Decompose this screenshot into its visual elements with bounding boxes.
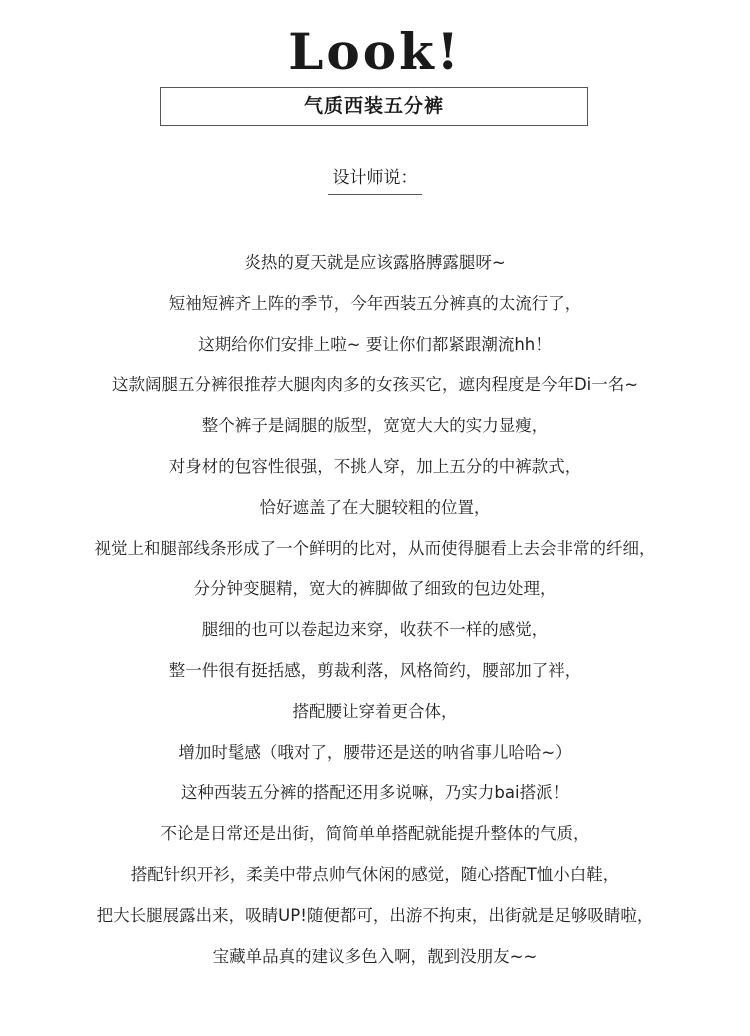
text-line: 这期给你们安排上啦~ 要让你们都紧跟潮流hh！ bbox=[198, 334, 552, 354]
text-line: 整个裤子是阔腿的版型，宽宽大大的实力显瘦， bbox=[201, 416, 549, 436]
text-line: 宝藏单品真的建议多色入啊，靓到没朋友~~ bbox=[212, 946, 538, 966]
text-line: 这种西装五分裤的搭配还用多说嘛，乃实力bai搭派！ bbox=[180, 783, 570, 803]
text-line: 分分钟变腿精，宽大的裤脚做了细致的包边处理， bbox=[193, 579, 557, 599]
product-subtitle: 气质西装五分裤 bbox=[303, 95, 444, 117]
text-line: 视觉上和腿部线条形成了一个鲜明的比对，从而使得腿看上去会非常的纤细， bbox=[94, 538, 656, 558]
text-line: 搭配针织开衫，柔美中带点帅气休闲的感觉，随心搭配T恤小白鞋， bbox=[130, 864, 620, 884]
text-line: 搭配腰让穿着更合体， bbox=[292, 701, 458, 721]
text-line: 这款阔腿五分裤很推荐大腿肉肉多的女孩买它，遮肉程度是今年Di一名~ bbox=[111, 375, 639, 395]
text-line: 增加时髦感（哦对了，腰带还是送的呐省事儿哈哈~） bbox=[178, 742, 572, 762]
section-label: 设计师说： bbox=[332, 168, 418, 188]
text-line: 恰好遮盖了在大腿较粗的位置， bbox=[259, 497, 491, 517]
text-line: 短袖短裤齐上阵的季节，今年西装五分裤真的太流行了， bbox=[168, 293, 582, 313]
text-line: 把大长腿展露出来，吸睛UP!随便都可，出游不拘束，出街就是足够吸睛啦， bbox=[96, 905, 654, 925]
text-line: 炎热的夏天就是应该露胳膊露腿呀~ bbox=[244, 253, 506, 272]
text-line: 对身材的包容性很强，不挑人穿，加上五分的中裤款式， bbox=[168, 456, 582, 476]
text-line: 腿细的也可以卷起边来穿，收获不一样的感觉， bbox=[201, 620, 549, 640]
text-line: 不论是日常还是出街，简简单单搭配就能提升整体的气质， bbox=[160, 824, 590, 844]
description-paragraph bbox=[0, 243, 750, 977]
text-line: 整一件很有挺括感，剪裁利落，风格简约，腰部加了袢， bbox=[168, 660, 582, 680]
product-subtitle-box bbox=[160, 87, 588, 126]
section-label-underline bbox=[328, 194, 422, 195]
page-title: Look! bbox=[288, 22, 462, 81]
